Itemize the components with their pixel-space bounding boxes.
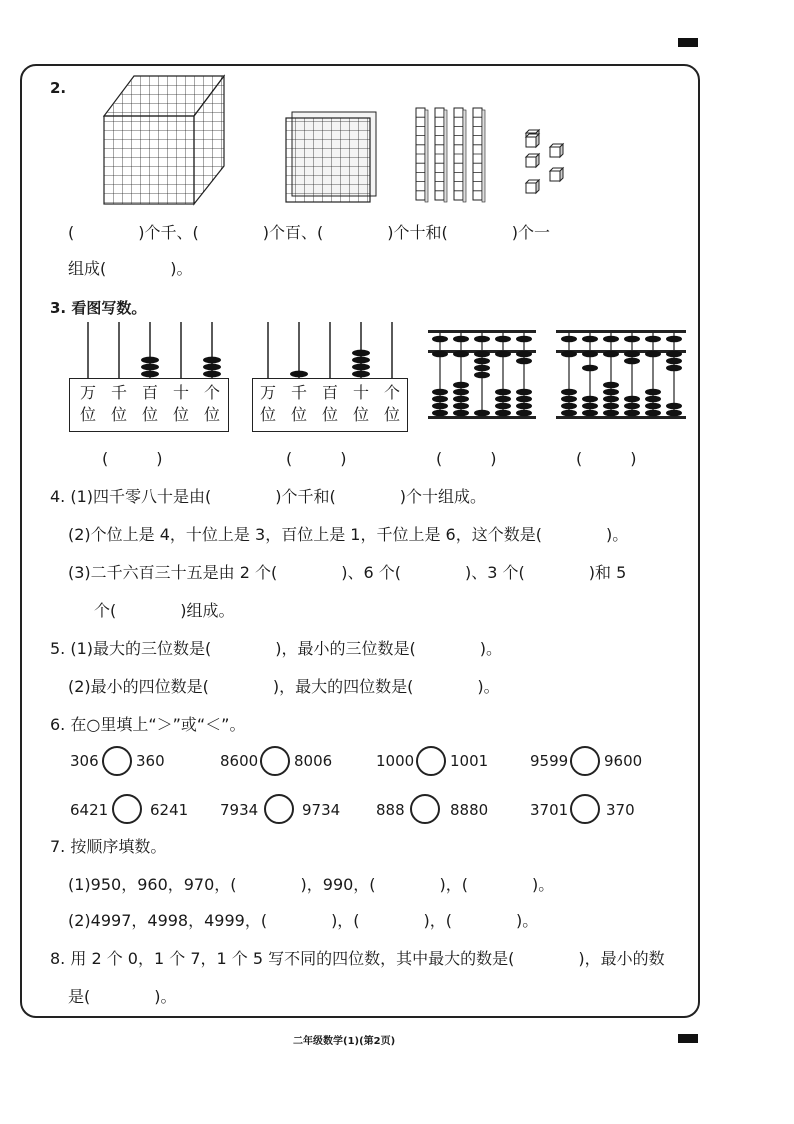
q4-part1: 4. (1)四千零八十是由( )个千和( )个十组成。 [50,487,486,506]
compare-circle-8[interactable] [570,794,600,824]
q6-left-3: 1000 [376,752,415,770]
corner-marker-top [678,38,698,47]
one-cubes-figure [526,130,568,194]
place-label-ge-1: 个 [204,383,221,402]
q5-part2: (2)最小的四位数是( )，最大的四位数是( )。 [68,677,500,696]
place-label-wei-1c: 位 [142,405,159,424]
ten-rods-figure [416,108,492,202]
q6-right-1: 360 [136,752,165,770]
place-label-qian-2: 千 [291,383,308,402]
q3-answer-1[interactable]: ( ) [102,449,163,468]
place-label-shi-2: 十 [353,383,370,402]
q7-part1: (1)950，960，970，( )，990，( )，( )。 [68,875,555,894]
q6-left-8: 3701 [530,801,569,819]
q3-answer-4[interactable]: ( ) [576,449,637,468]
place-label-shi-1: 十 [173,383,190,402]
place-label-ge-2: 个 [384,383,401,402]
hundred-flat-figure [286,112,376,202]
frame-rods-1 [69,322,229,378]
place-label-bai-2: 百 [322,383,339,402]
page-footer: 二年级数学(1)(第2页) [293,1036,396,1047]
place-label-wei-1e: 位 [204,405,221,424]
q3-answer-2[interactable]: ( ) [286,449,347,468]
place-label-qian-1: 千 [111,383,128,402]
q6-left-2: 8600 [220,752,259,770]
q6-left-7: 888 [376,801,405,819]
abacus-figure-1 [428,330,536,420]
compare-circle-4[interactable] [570,746,600,776]
place-label-wei-2c: 位 [322,405,339,424]
place-label-wan-2: 万 [260,383,277,402]
counting-frame-2 [252,322,412,432]
q4-part2: (2)个位上是 4，十位上是 3，百位上是 1，千位上是 6，这个数是( )。 [68,525,629,544]
q6-left-5: 6421 [70,801,109,819]
q3-title: 3. 看图写数。 [50,299,147,317]
thousand-cube-figure [104,76,224,204]
q4-part3-cont: 个( )组成。 [94,601,235,620]
q6-left-6: 7934 [220,801,259,819]
abacus-figure-2 [556,330,686,420]
compare-circle-1[interactable] [102,746,132,776]
place-label-bai-1: 百 [142,383,159,402]
q6-right-2: 8006 [294,752,333,770]
q6-left-4: 9599 [530,752,569,770]
place-label-wei-2b: 位 [291,405,308,424]
compare-circle-6[interactable] [264,794,294,824]
q2-number: 2. [50,79,67,97]
frame-rods-2 [252,322,412,378]
place-label-wei-1b: 位 [111,405,128,424]
counting-frame-1 [69,322,229,432]
place-label-wei-2e: 位 [384,405,401,424]
q6-right-3: 1001 [450,752,489,770]
q6-right-6: 9734 [302,801,341,819]
place-label-wei-2a: 位 [260,405,277,424]
compare-circle-2[interactable] [260,746,290,776]
q4-part3: (3)二千六百三十五是由 2 个( )、6 个( )、3 个( )和 5 [68,563,627,582]
q5-part1: 5. (1)最大的三位数是( )，最小的三位数是( )。 [50,639,502,658]
q2-line2: 组成( )。 [68,259,193,278]
q7-part2: (2)4997，4998，4999，( )，( )，( )。 [68,911,539,930]
place-label-wan-1: 万 [80,383,97,402]
compare-circle-5[interactable] [112,794,142,824]
place-label-wei-1a: 位 [80,405,97,424]
q8-line2: 是( )。 [68,987,177,1006]
q6-right-8: 370 [606,801,635,819]
place-label-wei-2d: 位 [353,405,370,424]
place-label-wei-1d: 位 [173,405,190,424]
q2-line1: ( )个千、( )个百、( )个十和( )个一 [68,223,550,242]
q6-left-1: 306 [70,752,99,770]
q6-right-5: 6241 [150,801,189,819]
q6-right-4: 9600 [604,752,643,770]
corner-marker-bottom [678,1034,698,1043]
q7-title: 7. 按顺序填数。 [50,837,167,856]
q6-title: 6. 在○里填上“＞”或“＜”。 [50,715,246,734]
q6-right-7: 8880 [450,801,489,819]
q8-line1: 8. 用 2 个 0，1 个 7，1 个 5 写不同的四位数，其中最大的数是( )，最小的数 [50,949,665,968]
compare-circle-3[interactable] [416,746,446,776]
q3-answer-3[interactable]: ( ) [436,449,497,468]
compare-circle-7[interactable] [410,794,440,824]
